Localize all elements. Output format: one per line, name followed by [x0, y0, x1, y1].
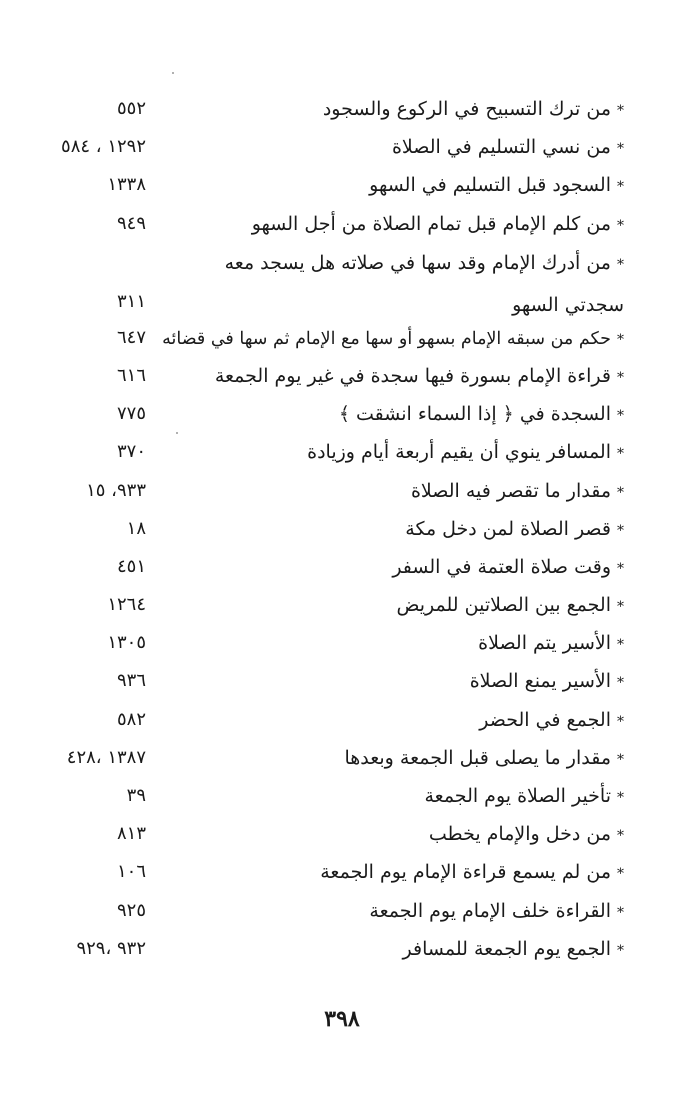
- index-entry: [38, 506, 624, 544]
- star-bullet-icon: *: [617, 790, 624, 806]
- entry-title: المسافر ينوي أن يقيم أربعة أيام وزيادة: [307, 441, 611, 464]
- entry-page-numbers: ٣٩: [126, 785, 146, 806]
- star-bullet-icon: *: [617, 904, 624, 921]
- index-entry-list: [38, 86, 624, 964]
- entry-page-numbers: ١٣٠٥: [107, 632, 146, 654]
- entry-title: من ترك التسبيح في الركوع والسجود: [322, 98, 611, 120]
- entry-page-numbers: ١٨: [126, 517, 146, 539]
- star-bullet-icon: *: [617, 369, 624, 386]
- star-bullet-icon: *: [617, 217, 624, 234]
- index-entry: [38, 315, 624, 353]
- index-entry: [38, 849, 624, 887]
- index-entry: [38, 86, 624, 124]
- index-entry: [38, 239, 624, 315]
- entry-page-numbers: ٥٨٢: [116, 708, 146, 730]
- index-entry: [38, 124, 624, 162]
- index-entry: [38, 353, 624, 391]
- entry-page-numbers: ١٢٩٢ ، ٥٨٤: [61, 136, 146, 158]
- entry-title: من أدرك الإمام وقد سها في صلاته هل يسجد معه سجدتي السهو: [224, 251, 624, 316]
- entry-page-numbers: ٦٤٧: [116, 326, 146, 348]
- entry-page-numbers: ١٠٦: [116, 861, 146, 883]
- entry-page-numbers: ٧٧٥: [116, 403, 146, 425]
- entry-page-numbers: ٣٧٠: [116, 441, 146, 463]
- star-bullet-icon: *: [617, 522, 624, 539]
- entry-title: حكم من سبقه الإمام بسهو أو سها مع الإمام ثم سها في قضائه: [162, 328, 611, 349]
- page-number: ٣٩٨: [324, 1006, 360, 1032]
- index-entry: [38, 888, 624, 926]
- entry-text: [164, 930, 624, 970]
- star-bullet-icon: *: [617, 637, 624, 654]
- entry-title: من لم يسمع قراءة الإمام يوم الجمعة: [320, 861, 611, 884]
- entry-title: من دخل والإمام يخطب: [428, 823, 611, 846]
- entry-page-numbers: ٩٢٥: [116, 899, 146, 921]
- index-entry: [38, 697, 624, 735]
- entry-page-numbers: ٩٤٩: [116, 212, 146, 234]
- star-bullet-icon: *: [617, 599, 624, 616]
- entry-page-numbers: ١٣٣٨: [107, 174, 146, 196]
- index-entry: [38, 658, 624, 696]
- index-entry: [38, 735, 624, 773]
- star-bullet-icon: *: [617, 331, 624, 348]
- print-speck: [172, 72, 174, 74]
- star-bullet-icon: *: [617, 408, 624, 425]
- star-bullet-icon: *: [617, 866, 624, 883]
- index-entry: [38, 773, 624, 811]
- entry-title: السجدة في ﴿ إذا السماء انشقت ﴾: [338, 403, 611, 426]
- star-bullet-icon: *: [617, 560, 624, 577]
- star-bullet-icon: *: [617, 828, 624, 845]
- entry-page-numbers: ٣١١: [116, 290, 146, 312]
- star-bullet-icon: *: [617, 141, 624, 158]
- entry-title: قراءة الإمام بسورة فيها سجدة في غير يوم الجمعة: [214, 364, 611, 387]
- entry-page-numbers: ٩٣٢ ،٩٢٩: [76, 937, 146, 959]
- entry-title: من نسي التسليم في الصلاة: [391, 136, 611, 159]
- index-entry: [38, 582, 624, 620]
- entry-page-numbers: ٥٥٢: [116, 98, 146, 119]
- index-entry: [38, 391, 624, 429]
- index-entry: [38, 620, 624, 658]
- star-bullet-icon: *: [617, 675, 624, 692]
- entry-page-numbers: ٤٥١: [116, 555, 146, 577]
- index-entry: [38, 811, 624, 849]
- entry-title: تأخير الصلاة يوم الجمعة: [424, 785, 611, 807]
- entry-text: [164, 243, 624, 325]
- entry-title: القراءة خلف الإمام يوم الجمعة: [369, 899, 611, 922]
- entry-title: مقدار ما تقصر فيه الصلاة: [410, 479, 611, 502]
- index-entry: [38, 926, 624, 964]
- entry-title: الجمع في الحضر: [479, 708, 611, 731]
- entry-title: الجمع بين الصلاتين للمريض: [396, 594, 611, 617]
- star-bullet-icon: *: [617, 446, 624, 463]
- entry-title: قصر الصلاة لمن دخل مكة: [405, 517, 611, 540]
- star-bullet-icon: *: [617, 484, 624, 501]
- entry-title: وقت صلاة العتمة في السفر: [392, 555, 611, 578]
- entry-title: الجمع يوم الجمعة للمسافر: [402, 937, 611, 960]
- entry-page-numbers: ١٣٨٧ ،٤٢٨: [66, 746, 146, 768]
- index-entry: [38, 544, 624, 582]
- index-entry: [38, 429, 624, 467]
- index-entry: [38, 201, 624, 239]
- entry-title: من كلم الإمام قبل تمام الصلاة من أجل السهو: [251, 212, 611, 235]
- index-entry: [38, 162, 624, 200]
- star-bullet-icon: *: [617, 256, 624, 273]
- entry-title: الأسير يمنع الصلاة: [469, 670, 611, 693]
- entry-page-numbers: ٩٣٣، ١٥: [86, 479, 146, 501]
- star-bullet-icon: *: [617, 103, 624, 119]
- entry-title: السجود قبل التسليم في السهو: [369, 174, 611, 197]
- entry-page-numbers: ٦١٦: [116, 364, 146, 386]
- entry-page-numbers: ١٢٦٤: [107, 594, 146, 616]
- index-entry: [38, 468, 624, 506]
- entry-title: الأسير يتم الصلاة: [478, 632, 611, 655]
- entry-page-numbers: ٨١٣: [116, 823, 146, 845]
- entry-page-numbers: ٩٣٦: [116, 670, 146, 692]
- star-bullet-icon: *: [617, 751, 624, 768]
- entry-title: مقدار ما يصلى قبل الجمعة وبعدها: [344, 746, 611, 769]
- star-bullet-icon: *: [617, 179, 624, 196]
- star-bullet-icon: *: [617, 713, 624, 730]
- star-bullet-icon: *: [617, 942, 624, 959]
